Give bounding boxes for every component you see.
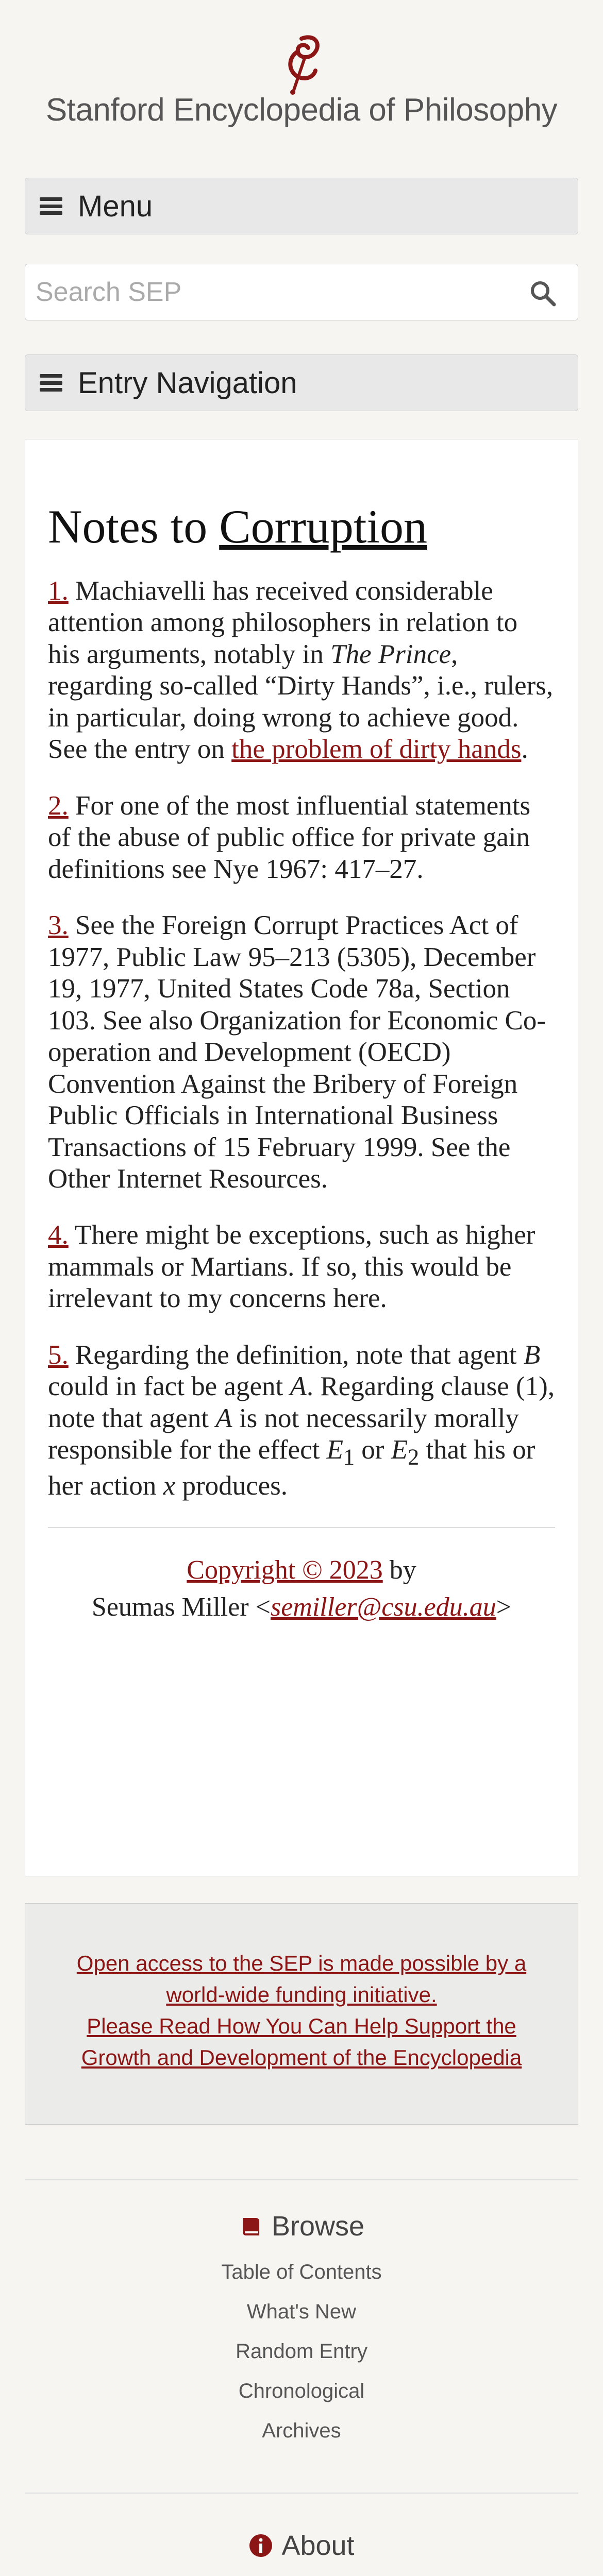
variable: x <box>163 1471 176 1501</box>
book-icon <box>239 2214 263 2239</box>
author-email-link[interactable]: semiller@csu.edu.au <box>270 1592 496 1622</box>
note-2-backlink[interactable]: 2. <box>48 790 69 821</box>
note-3-backlink[interactable]: 3. <box>48 910 69 941</box>
book-title: The Prince <box>330 639 451 669</box>
dirty-hands-link[interactable]: the problem of dirty hands <box>231 734 522 765</box>
title-link-corruption[interactable]: Corruption <box>219 500 427 553</box>
note-5-backlink[interactable]: 5. <box>48 1340 69 1370</box>
entry-navigation-button[interactable] <box>25 354 578 411</box>
note-text: For one of the most influential statements of the abuse of public office for private gain definitions see Nye 1967: 417–27. <box>48 790 531 884</box>
note-text: There might be exceptions, such as higher mammals or Martians. If so, this would be irrelevant to my concerns here. <box>48 1220 535 1314</box>
note-4 <box>48 1219 555 1314</box>
note-text: or <box>355 1435 391 1465</box>
link-editorial-information[interactable] <box>25 2572 578 2576</box>
section-title: About <box>281 2530 355 2561</box>
note-text: could in fact be agent <box>48 1371 290 1402</box>
note-text: Machiavelli has received considerable attention among philosophers in relation to his arguments, notably in <box>48 576 518 669</box>
subscript: 1 <box>343 1444 355 1470</box>
about-title <box>25 2530 578 2562</box>
entry-navigation-label: Entry Navigation <box>78 366 297 400</box>
note-text: produces. <box>175 1471 288 1501</box>
info-icon <box>248 2533 273 2558</box>
menu-button[interactable] <box>25 178 578 234</box>
note-1 <box>48 575 555 766</box>
author-name: Seumas Miller <box>91 1592 249 1622</box>
note-2 <box>48 790 555 885</box>
link-table-of-contents[interactable]: Table of Contents <box>221 2261 382 2283</box>
copyright-link[interactable]: Copyright © 2023 <box>187 1555 383 1585</box>
note-text: is not necessarily morally responsible for the effect <box>48 1403 519 1465</box>
variable: A <box>215 1403 232 1433</box>
variable: E <box>391 1435 408 1465</box>
funding-notice <box>25 1903 578 2125</box>
variable: A <box>290 1371 307 1402</box>
browse-links <box>25 2252 578 2451</box>
link-random-entry[interactable]: Random Entry <box>236 2340 367 2363</box>
article-card <box>25 439 578 1876</box>
sep-logo-icon[interactable] <box>273 28 330 100</box>
site-title[interactable]: Stanford Encyclopedia of Philosophy <box>45 92 558 128</box>
copyright-by: by <box>389 1555 416 1585</box>
site-header <box>0 0 603 155</box>
hamburger-icon <box>40 197 62 215</box>
divider <box>48 1527 555 1528</box>
page-title <box>48 499 555 554</box>
title-prefix: Notes to <box>48 500 208 553</box>
about-section <box>25 2530 578 2576</box>
funding-initiative-link[interactable]: Open access to the SEP is made possible by a world-wide funding initiative. <box>76 1951 527 2007</box>
search-placeholder: Search SEP <box>36 277 182 307</box>
note-3 <box>48 910 555 1195</box>
subscript: 2 <box>408 1444 420 1470</box>
browse-title <box>25 2210 578 2242</box>
link-whats-new[interactable]: What's New <box>246 2300 357 2323</box>
note-text: that his or her action <box>48 1435 535 1501</box>
note-text: See the Foreign Corrupt Practices Act of 1977, Public Law 95–213 (5305), December 19, 1977, United States Code 78a, Section 103. See also Organization for Economic Co-operation and Development (OECD) Convention Against the Bribery of Foreign Public Officials in International Business Transactions of 15 February 1999. See the Other Internet Resources. <box>48 910 546 1194</box>
browse-section <box>25 2210 578 2451</box>
note-5 <box>48 1340 555 1502</box>
note-text: Regarding the definition, note that agent <box>75 1340 524 1370</box>
divider <box>25 2179 578 2180</box>
variable: B <box>523 1340 541 1370</box>
hamburger-icon <box>40 374 62 392</box>
link-chronological[interactable]: Chronological <box>238 2380 365 2402</box>
note-1-backlink[interactable]: 1. <box>48 576 69 606</box>
link-archives[interactable]: Archives <box>262 2419 341 2442</box>
section-title: Browse <box>271 2211 365 2242</box>
support-growth-link[interactable]: Please Read How You Can Help Support the Growth and Development of the Encyclopedia <box>81 2013 522 2070</box>
search-input[interactable] <box>25 264 578 320</box>
copyright-block: Copyright © 2023 by Seumas Miller <semiller@csu.edu.au> <box>91 1555 512 1622</box>
note-4-backlink[interactable]: 4. <box>48 1220 69 1250</box>
divider <box>25 2493 578 2494</box>
about-links <box>25 2572 578 2576</box>
search-icon[interactable] <box>528 279 557 308</box>
note-text: . Regarding clause (1), note that agent <box>48 1371 555 1433</box>
note-text: . <box>521 734 528 765</box>
variable: E <box>326 1435 343 1465</box>
note-text: , regarding so-called “Dirty Hands”, i.e., rulers, in particular, doing wrong to achieve good. See the entry on <box>48 639 554 765</box>
menu-label: Menu <box>78 189 153 223</box>
